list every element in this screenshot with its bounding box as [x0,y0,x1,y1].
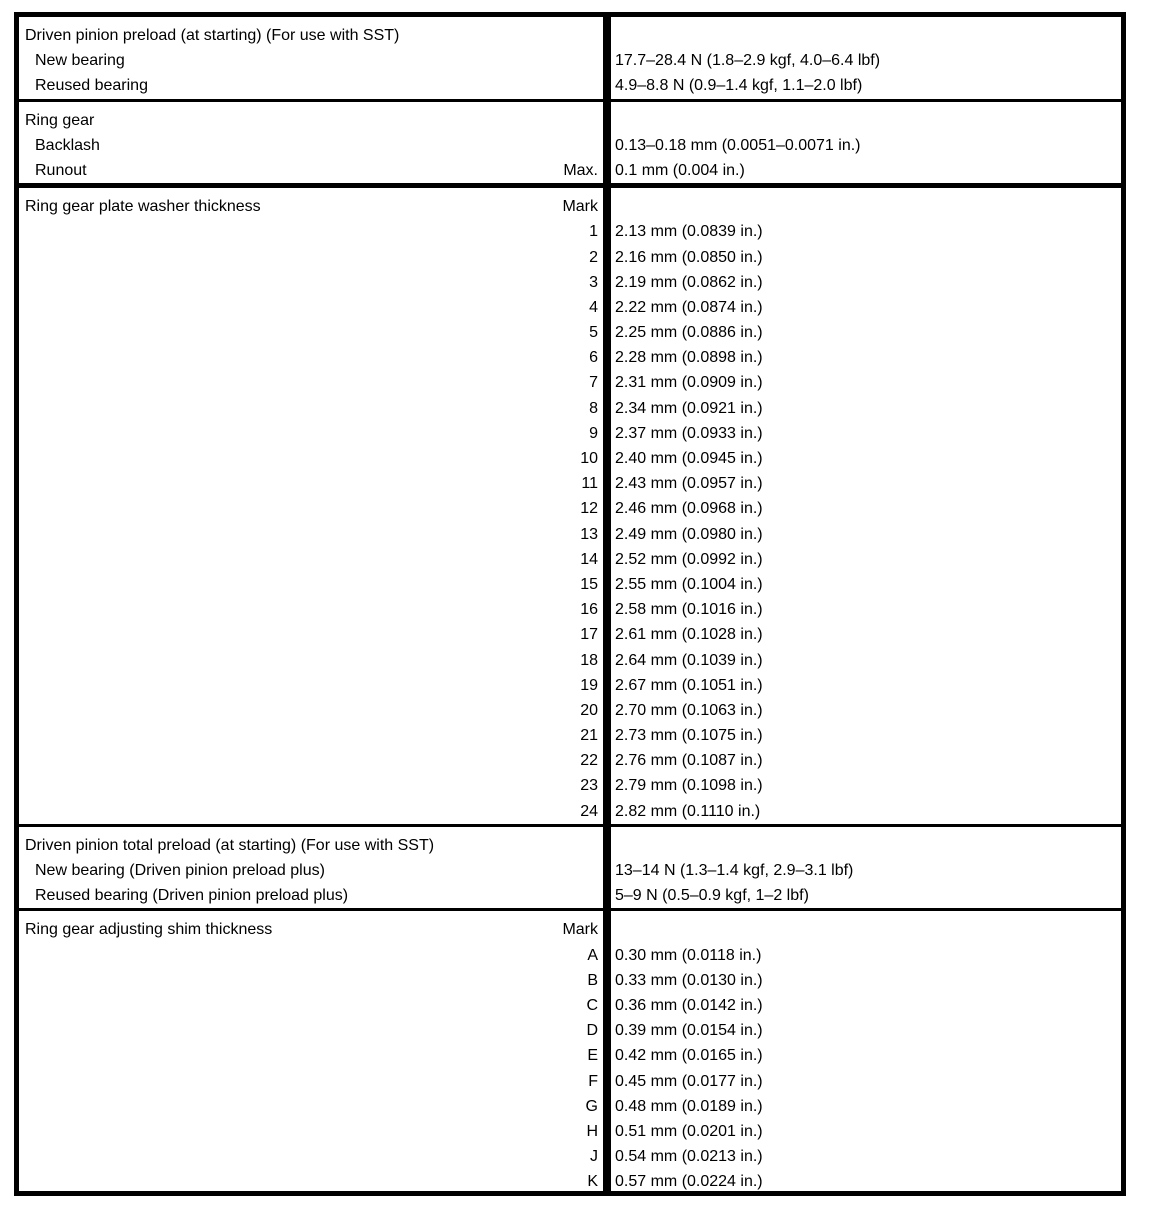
mark-cell: 5 [589,324,598,342]
row-new-bearing: New bearing (Driven pinion preload plus) [35,862,325,879]
mark-cell: C [586,996,598,1014]
column-divider [603,102,611,184]
thickness-value: 2.67 mm (0.1051 in.) [615,676,763,694]
mark-cell: 24 [580,802,598,820]
label-column [19,17,603,99]
thickness-value: 2.22 mm (0.0874 in.) [615,298,763,316]
max-qualifier: Max. [563,161,598,179]
table-row [25,496,598,521]
mark-cell: 10 [580,450,598,467]
mark-cell: 14 [580,550,598,568]
mark-cell: 23 [580,777,598,795]
thickness-value: 2.58 mm (0.1016 in.) [615,601,763,619]
table-row [25,547,598,572]
thickness-value: 2.82 mm (0.1110 in.) [615,802,761,820]
row-reused-bearing: Reused bearing (Driven pinion preload plus) [35,887,349,905]
thickness-value: 0.36 mm (0.0142 in.) [615,996,763,1014]
mark-header: Mark [562,921,598,939]
section-title: Ring gear adjusting shim thickness Mark [25,917,598,942]
backlash-value: 0.13–0.18 mm (0.0051–0.0071 in.) [615,136,861,154]
thickness-value: 2.43 mm (0.0957 in.) [615,475,763,493]
thickness-value: 2.16 mm (0.0850 in.) [615,248,763,266]
thickness-value: 0.57 mm (0.0224 in.) [615,1173,763,1191]
mark-cell: 15 [580,575,598,593]
mark-cell: J [590,1148,598,1166]
mark-cell: K [587,1173,598,1191]
table-row [25,622,598,647]
table-row [25,421,598,446]
value-column [611,102,1121,184]
table-row [25,773,598,798]
mark-cell: G [585,1097,598,1115]
mark-cell: 12 [580,500,598,518]
value-column [611,17,1121,99]
mark-cell: 16 [580,601,598,619]
mark-cell: 21 [580,727,598,745]
blank-value [615,108,1117,133]
thickness-value: 0.54 mm (0.0213 in.) [615,1148,763,1166]
thickness-value: 0.42 mm (0.0165 in.) [615,1047,763,1065]
table-row [25,597,598,622]
table-row [25,648,598,673]
mark-cell: A [587,946,598,964]
mark-cell: 2 [589,248,598,266]
thickness-value: 0.51 mm (0.0201 in.) [615,1122,763,1140]
mark-cell: F [588,1072,598,1090]
thickness-value: 2.70 mm (0.1063 in.) [615,701,763,719]
table-row [25,446,598,471]
thickness-value: 0.33 mm (0.0130 in.) [615,971,763,989]
thickness-value: 2.64 mm (0.1039 in.) [615,651,763,669]
column-divider [603,827,611,909]
table-row [25,1119,598,1144]
table-row [25,748,598,773]
table-row [25,370,598,395]
mark-cell: 18 [580,651,598,669]
value-column [611,188,1121,824]
table-row [25,993,598,1018]
mark-cell: 13 [580,525,598,543]
table-row [25,723,598,748]
table-row [25,1169,598,1194]
table-row [25,320,598,345]
runout-value: 0.1 mm (0.004 in.) [615,161,745,179]
new-bearing-value: 17.7–28.4 N (1.8–2.9 kgf, 4.0–6.4 lbf) [615,52,881,70]
mark-cell: 3 [589,273,598,291]
section-pinion-preload [19,17,1121,102]
blank-value [615,194,1117,219]
row-new-bearing: New bearing [35,52,125,70]
thickness-value: 2.52 mm (0.0992 in.) [615,550,763,568]
thickness-value: 2.19 mm (0.0862 in.) [615,273,763,291]
thickness-value: 2.25 mm (0.0886 in.) [615,324,763,342]
thickness-value: 2.40 mm (0.0945 in.) [615,450,763,467]
thickness-value: 2.13 mm (0.0839 in.) [615,223,763,241]
value-column [611,827,1121,909]
blank-value [615,23,1117,48]
thickness-value: 2.79 mm (0.1098 in.) [615,777,763,795]
thickness-value: 2.61 mm (0.1028 in.) [615,626,763,644]
row-backlash: Backlash [35,136,100,154]
thickness-value: 2.34 mm (0.0921 in.) [615,399,763,417]
thickness-value: 0.39 mm (0.0154 in.) [615,1022,763,1040]
column-divider [603,17,611,99]
spec-table-frame [14,12,1126,1196]
thickness-value: 2.46 mm (0.0968 in.) [615,500,763,518]
reused-bearing-value: 5–9 N (0.5–0.9 kgf, 1–2 lbf) [615,887,809,905]
table-row [25,471,598,496]
section-title: Driven pinion preload (at starting) (For use with SST) [25,27,400,44]
table-row [25,799,598,824]
thickness-value: 2.37 mm (0.0933 in.) [615,424,763,442]
section-washer-thickness [19,188,1121,827]
table-row [25,245,598,270]
table-row [25,295,598,320]
table-row [25,1069,598,1094]
thickness-value: 2.55 mm (0.1004 in.) [615,575,763,593]
blank-value [615,917,1117,942]
label-column [19,827,603,909]
table-row [25,522,598,547]
table-row [25,345,598,370]
mark-header: Mark [562,198,598,216]
value-column [611,911,1121,1194]
section-shim-thickness [19,911,1121,1194]
label-column [19,188,603,824]
label-column [19,102,603,184]
mark-cell: 11 [581,475,598,493]
thickness-value: 2.76 mm (0.1087 in.) [615,752,763,770]
table-row [25,968,598,993]
label-column [19,911,603,1194]
section-total-preload [19,827,1121,912]
blank-value [615,833,1117,858]
table-row [25,1094,598,1119]
thickness-value: 2.73 mm (0.1075 in.) [615,727,763,745]
row-runout: Runout Max. [25,158,598,183]
mark-cell: 8 [589,399,598,417]
mark-cell: 22 [580,752,598,770]
table-row [25,1043,598,1068]
section-title: Driven pinion total preload (at starting) (For use with SST) [25,836,435,854]
mark-cell: 17 [580,626,598,644]
mark-cell: E [587,1047,598,1065]
table-row [25,1018,598,1043]
thickness-value: 2.31 mm (0.0909 in.) [615,374,763,392]
mark-cell: 7 [589,374,598,392]
spec-table [19,17,1121,1191]
thickness-value: 0.48 mm (0.0189 in.) [615,1097,763,1115]
mark-cell: 19 [580,676,598,694]
table-row [25,219,598,244]
thickness-value: 2.28 mm (0.0898 in.) [615,349,763,367]
reused-bearing-value: 4.9–8.8 N (0.9–1.4 kgf, 1.1–2.0 lbf) [615,77,863,95]
section-ring-gear [19,102,1121,189]
thickness-value: 0.30 mm (0.0118 in.) [615,946,762,964]
column-divider [603,911,611,1194]
mark-cell: 9 [589,424,598,442]
mark-cell: D [586,1022,598,1040]
mark-cell: H [586,1122,598,1140]
table-row [25,572,598,597]
mark-cell: 1 [589,223,598,241]
new-bearing-value: 13–14 N (1.3–1.4 kgf, 2.9–3.1 lbf) [615,862,854,879]
column-divider [603,188,611,824]
thickness-value: 2.49 mm (0.0980 in.) [615,525,763,543]
mark-cell: B [587,971,598,989]
table-row [25,673,598,698]
section-title: Ring gear plate washer thickness Mark [25,194,598,219]
table-row [25,1144,598,1169]
mark-cell: 6 [589,349,598,367]
table-row [25,698,598,723]
table-row [25,943,598,968]
table-row [25,270,598,295]
thickness-value: 0.45 mm (0.0177 in.) [615,1072,763,1090]
section-title: Ring gear [25,111,95,129]
row-reused-bearing: Reused bearing [35,77,148,95]
mark-cell: 20 [580,701,598,719]
table-row [25,396,598,421]
mark-cell: 4 [589,298,598,316]
